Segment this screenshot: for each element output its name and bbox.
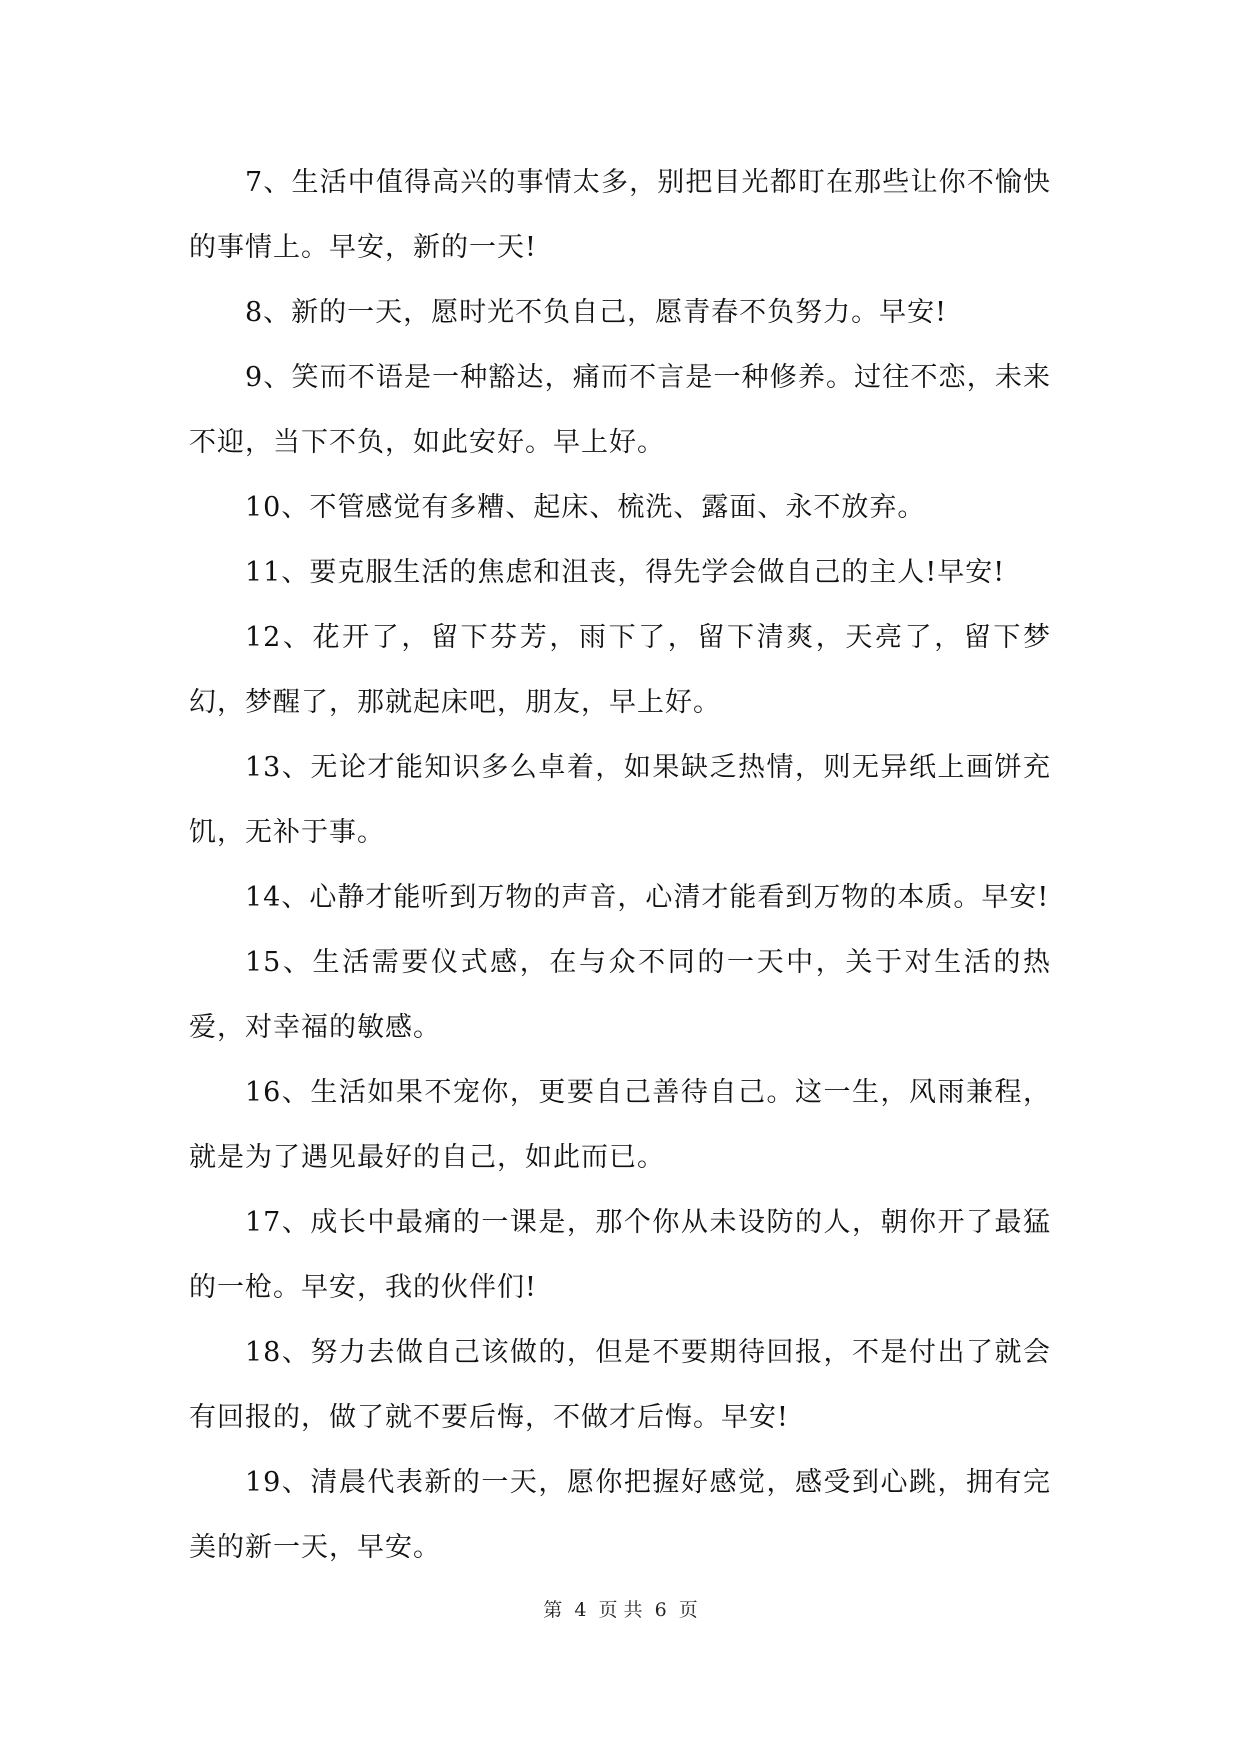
footer-prefix: 第: [543, 1599, 563, 1621]
paragraph-14: 14、心静才能听到万物的声音，心清才能看到万物的本质。早安!: [245, 882, 1050, 913]
paragraph-9: 9、笑而不语是一种豁达，痛而不言是一种修养。过往不恋，未来不迎，当下不负，如此安好。早上好。: [189, 362, 1051, 458]
footer-current-page: 4: [574, 1599, 587, 1621]
footer-suffix: 页: [678, 1599, 698, 1621]
page-footer: [0, 1598, 1241, 1622]
paragraph-13: 13、无论才能知识多么卓着，如果缺乏热情，则无异纸上画饼充饥，无补于事。: [189, 752, 1051, 848]
paragraph-10: 10、不管感觉有多糟、起床、梳洗、露面、永不放弃。: [245, 492, 926, 523]
paragraph-7: 7、生活中值得高兴的事情太多，别把目光都盯在那些让你不愉快的事情上。早安，新的一天!: [189, 167, 1051, 263]
page-content: [189, 150, 1051, 1580]
footer-total-pages: 6: [654, 1599, 667, 1621]
paragraph-18: 18、努力去做自己该做的，但是不要期待回报，不是付出了就会有回报的，做了就不要后悔，不做才后悔。早安!: [189, 1337, 1051, 1433]
paragraph-15: 15、生活需要仪式感，在与众不同的一天中，关于对生活的热爱，对幸福的敏感。: [189, 947, 1051, 1043]
paragraph-17: 17、成长中最痛的一课是，那个你从未设防的人，朝你开了最猛的一枪。早安，我的伙伴们!: [189, 1207, 1051, 1303]
paragraph-12: 12、花开了，留下芬芳，雨下了，留下清爽，天亮了，留下梦幻，梦醒了，那就起床吧，朋友，早上好。: [189, 622, 1051, 718]
footer-middle: 页 共: [598, 1599, 643, 1621]
paragraph-16: 16、生活如果不宠你，更要自己善待自己。这一生，风雨兼程，就是为了遇见最好的自己，如此而已。: [189, 1077, 1051, 1173]
paragraph-8: 8、新的一天，愿时光不负自己，愿青春不负努力。早安!: [245, 297, 948, 328]
paragraph-11: 11、要克服生活的焦虑和沮丧，得先学会做自己的主人!早安!: [245, 557, 1006, 588]
paragraph-19: 19、清晨代表新的一天，愿你把握好感觉，感受到心跳，拥有完美的新一天，早安。: [189, 1467, 1051, 1563]
